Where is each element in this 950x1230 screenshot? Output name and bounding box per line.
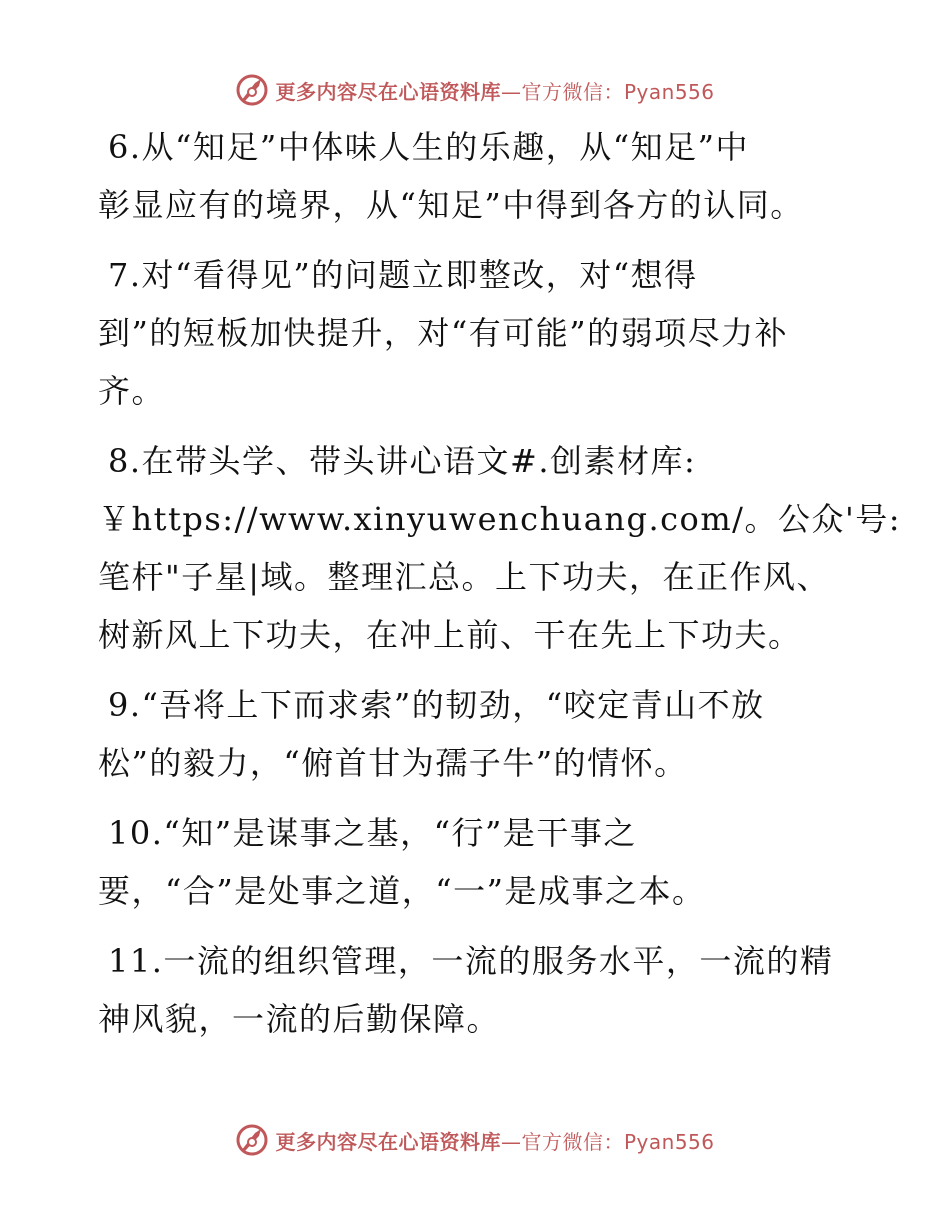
paragraph-line: 树新风上下功夫，在冲上前、干在先上下功夫。 bbox=[98, 616, 802, 654]
paragraph-line: 齐。 bbox=[98, 372, 166, 410]
header-banner bbox=[0, 70, 950, 110]
paragraph-6 bbox=[98, 118, 858, 234]
banner-wechat-id: Pyan556 bbox=[623, 1129, 715, 1154]
banner-title: 更多内容尽在心语资料库 bbox=[275, 79, 501, 104]
paragraph-line: ￥https://www.xinyuwenchuang.com/。公众'号: bbox=[98, 500, 902, 538]
paragraph-line: 神风貌，一流的后勤保障。 bbox=[98, 1000, 501, 1038]
paragraph-line: 6.从“知足”中体味人生的乐趣，从“知足”中 bbox=[108, 128, 749, 166]
banner-wechat-label: 官方微信： bbox=[521, 1129, 624, 1154]
banner-wechat-id: Pyan556 bbox=[623, 79, 715, 104]
paragraph-line: 9.“吾将上下而求索”的韧劲，“咬定青山不放 bbox=[108, 686, 765, 724]
paragraph-line: 彰显应有的境界，从“知足”中得到各方的认同。 bbox=[98, 186, 804, 224]
paragraph-7 bbox=[98, 246, 858, 420]
paragraph-line: 8.在带头学、带头讲心语文#.创素材库: bbox=[108, 442, 697, 480]
banner-separator: — bbox=[500, 1129, 522, 1154]
paragraph-line: 笔杆"子星|域。整理汇总。上下功夫，在正作风、 bbox=[98, 558, 831, 596]
banner-text bbox=[275, 76, 714, 105]
paragraph-9 bbox=[98, 676, 858, 792]
paragraph-line: 松”的毅力，“俯首甘为孺子牛”的情怀。 bbox=[98, 744, 688, 782]
banner-title: 更多内容尽在心语资料库 bbox=[275, 1129, 501, 1154]
banner-text bbox=[275, 1126, 714, 1155]
paragraph-11 bbox=[98, 932, 858, 1048]
document-body bbox=[98, 118, 902, 1060]
paragraph-line: 到”的短板加快提升，对“有可能”的弱项尽力补 bbox=[98, 314, 789, 352]
paragraph-line: 11.一流的组织管理，一流的服务水平，一流的精 bbox=[108, 942, 834, 980]
paragraph-line: 7.对“看得见”的问题立即整改，对“想得 bbox=[108, 256, 698, 294]
paragraph-10 bbox=[98, 804, 858, 920]
paragraph-line: 要，“合”是处事之道，“一”是成事之本。 bbox=[98, 872, 706, 910]
quill-seal-icon bbox=[235, 73, 269, 107]
paragraph-8 bbox=[98, 432, 902, 664]
banner-separator: — bbox=[500, 79, 522, 104]
footer-banner bbox=[0, 1120, 950, 1160]
paragraph-line: 10.“知”是谋事之基，“行”是干事之 bbox=[108, 814, 637, 852]
quill-seal-icon bbox=[235, 1123, 269, 1157]
banner-wechat-label: 官方微信： bbox=[521, 79, 624, 104]
